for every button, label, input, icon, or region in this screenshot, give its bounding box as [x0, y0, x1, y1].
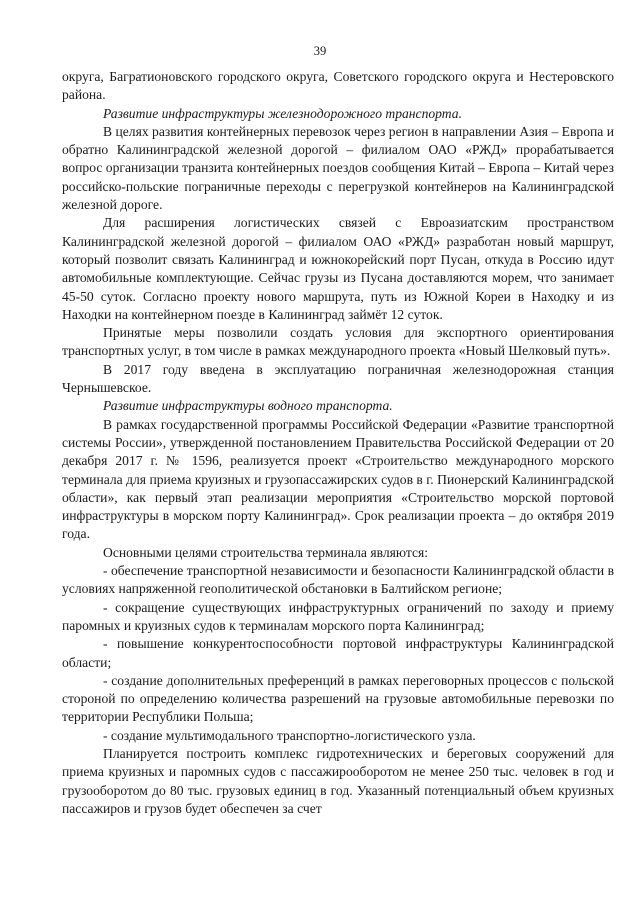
list-item-preferences: - создание дополнительных преференций в рамках переговорных процессов с польской стороной по определению количества разрешений на грузовые автомобильные перевозки по территории Республики Польша;: [62, 672, 614, 725]
section-heading-railway: Развитие инфраструктуры железнодорожного транспорта.: [103, 105, 462, 121]
paragraph-continuation: округа, Багратионовского городского округа, Советского городского округа и Нестеровского района.: [62, 69, 614, 103]
list-item-logistics-hub: - создание мультимодального транспортно-логистического узла.: [103, 727, 476, 743]
paragraph-chernyshevskoe-station: В 2017 году введена в эксплуатацию пограничная железнодорожная станция Чернышевское.: [62, 361, 614, 396]
list-item-infrastructure-limits: - сокращение существующих инфраструктурных ограничений по заходу и приему паромных и круизных судов к терминалам морского порта Калининград;: [62, 599, 614, 633]
list-item-competitiveness: - повышение конкурентоспособности портовой инфраструктуры Калининградской области;: [62, 636, 614, 670]
paragraph-busan-route: Для расширения логистических связей с Евроазиатским пространством Калининградской железной дорогой – филиалом ОАО «РЖД» разработан новый маршрут, который позволит связать Калининград и южнокорейский порт Пусан, откуда в Россию идут автомобильные комплектующие. Сейчас грузы из Пусана доставляются морем, что занимает 45-50 суток. Согласно проекту нового маршрута, путь из Южной Кореи в Находку и из Находки на контейнерном поезде в Калининград займёт 12 суток.: [62, 215, 614, 322]
paragraph-container-transit: В целях развития контейнерных перевозок через регион в направлении Азия – Европа и обратно Калининградской железной дорогой – филиалом ОАО «РЖД» прорабатывается вопрос организации транзита контейнерных поездов сообщения Китай – Европа – Китай через российско-польские пограничные переходы с перегрузкой контейнеров на Калининградской железной дороге.: [62, 123, 614, 213]
page-body: [62, 68, 614, 818]
paragraph-complex-plan: Планируется построить комплекс гидротехнических и береговых сооружений для приема круизных и паромных судов с пассажирооборотом не менее 250 тыс. человек в год и грузооборотом до 80 тыс. грузовых единиц в год. Указанный потенциальный объем круизных пассажиров и грузов будет обеспечен за счет: [62, 745, 614, 816]
section-heading-water: Развитие инфраструктуры водного транспорта.: [103, 398, 393, 414]
paragraph-pionersky-terminal: В рамках государственной программы Российской Федерации «Развитие транспортной системы России», утвержденной постановлением Правительства Российской Федерации от 20 декабря 2017 г. № 1596, реализуется проект «Строительство международного морского терминала для приема круизных и грузопассажирских судов в г. Пионерский Калининградской области», как первый этап реализации мероприятия «Строительство морской портовой инфраструктуры в морском порту Калининград». Срок реализации проекта – до октября 2019 года.: [62, 416, 614, 542]
paragraph-silk-road: Принятые меры позволили создать условия для экспортного ориентирования транспортных услуг, в том числе в рамках международного проекта «Новый Шелковый путь».: [62, 325, 614, 359]
list-item-independence: - обеспечение транспортной независимости и безопасности Калининградской области в условиях напряженной геополитической обстановки в Балтийском регионе;: [62, 563, 614, 597]
page-number: 39: [313, 44, 327, 58]
paragraph-goals-intro: Основными целями строительства терминала являются:: [103, 544, 429, 560]
